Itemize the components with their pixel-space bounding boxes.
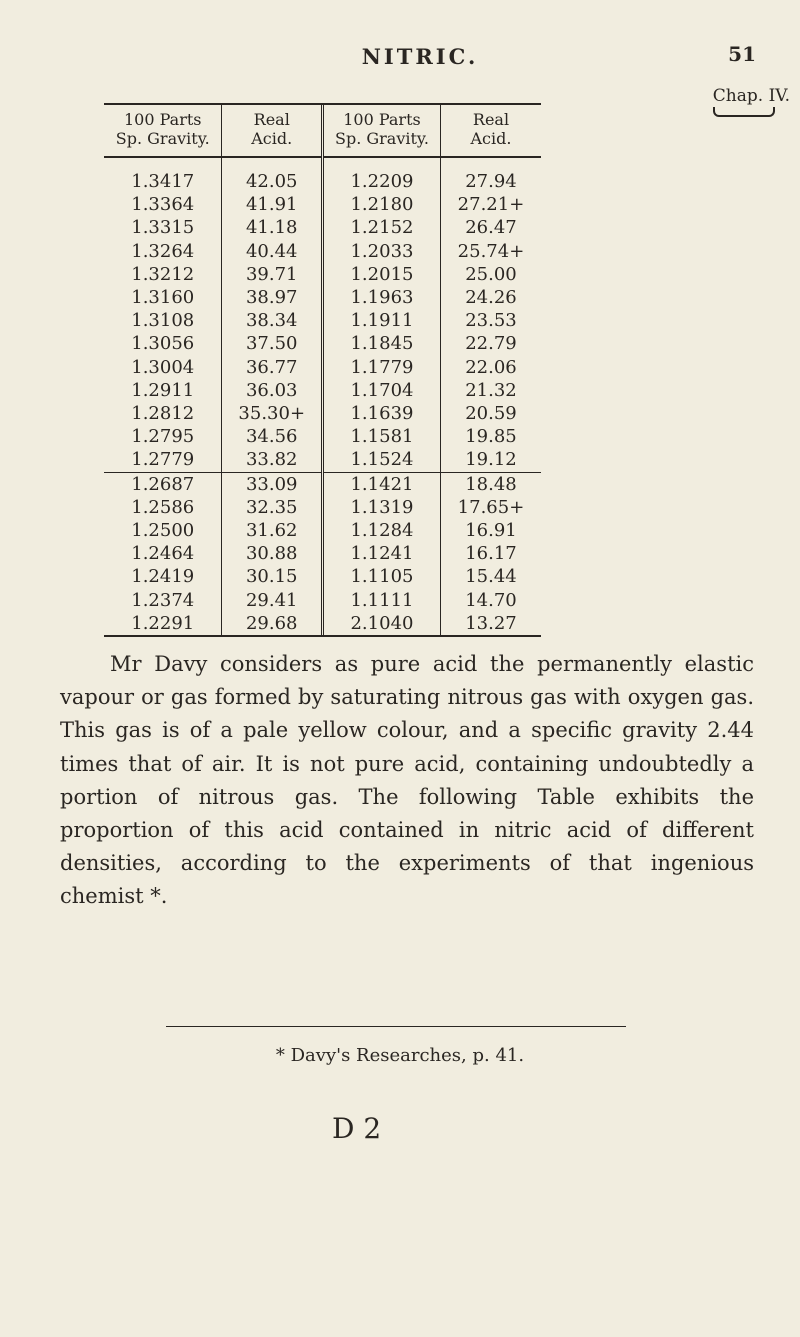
table-cell: 37.50 [222, 332, 323, 355]
table-cell: 36.77 [222, 356, 323, 379]
table-row [104, 356, 541, 379]
table-cell: 1.2152 [322, 216, 440, 239]
table-cell: 1.1963 [322, 286, 440, 309]
table-cell: 1.1421 [322, 472, 440, 496]
table-cell: 1.1639 [322, 402, 440, 425]
brace-icon [713, 107, 775, 117]
column-header: Real Acid. [440, 105, 541, 157]
table-cell: 1.3160 [131, 287, 195, 309]
table-cell: 1.2015 [322, 263, 440, 286]
table-cell: 1.3417 [131, 171, 195, 192]
table-cell: 33.09 [222, 472, 323, 496]
table-cell: 35.30+ [222, 402, 323, 425]
table-cell: 15.44 [440, 565, 541, 588]
table-cell: 18.48 [440, 472, 541, 496]
table-row [104, 425, 541, 448]
table-cell: 29.41 [222, 589, 323, 612]
footnote-rule [166, 1026, 626, 1027]
table-cell: 1.2033 [322, 240, 440, 263]
chapter-label: Chap. IV. [712, 86, 790, 106]
table-row [104, 309, 541, 332]
table-cell: 42.05 [222, 157, 323, 193]
table-cell: 1.3056 [131, 333, 195, 355]
table-cell: 41.91 [222, 193, 323, 216]
table-cell: 1.3212 [131, 263, 195, 285]
table-row [104, 472, 541, 496]
table-header-row [104, 105, 541, 157]
table-cell: 1.2779 [131, 449, 195, 471]
table-cell: 39.71 [222, 263, 323, 286]
table-cell: 19.12 [440, 448, 541, 472]
table-cell: 25.00 [440, 263, 541, 286]
running-head: NITRIC. [361, 44, 479, 69]
table-cell: 1.1105 [322, 565, 440, 588]
table-cell: 32.35 [222, 496, 323, 519]
table-cell: 1.2291 [131, 612, 195, 634]
table-row [104, 448, 541, 472]
table-cell: 1.1911 [322, 309, 440, 332]
table-cell: 1.1524 [322, 448, 440, 472]
table-cell: 1.2180 [322, 193, 440, 216]
table-cell: 1.1284 [322, 519, 440, 542]
table-cell: 2.1040 [322, 612, 440, 635]
table-cell: 25.74+ [440, 240, 541, 263]
table-cell: 1.1319 [322, 496, 440, 519]
table-row [104, 519, 541, 542]
table-row [104, 612, 541, 635]
table-cell: 1.3264 [131, 240, 195, 262]
table-cell: 27.94 [440, 157, 541, 193]
table-cell: 1.3364 [131, 194, 195, 216]
footnote: * Davy's Researches, p. 41. [275, 1045, 525, 1066]
table-cell: 27.21+ [440, 193, 541, 216]
table-cell: 1.2374 [131, 589, 195, 611]
table-row [104, 402, 541, 425]
table-row [104, 263, 541, 286]
table-cell: 29.68 [222, 612, 323, 635]
table-cell: 1.3108 [131, 310, 195, 332]
table-cell: 16.17 [440, 542, 541, 565]
table-row [104, 332, 541, 355]
table-row [104, 216, 541, 239]
table-cell: 16.91 [440, 519, 541, 542]
table-cell: 31.62 [222, 519, 323, 542]
table-cell: 1.1241 [322, 542, 440, 565]
column-header: 100 Parts Sp. Gravity. [322, 105, 440, 157]
body-paragraph: Mr Davy considers as pure acid the permanently elastic vapour or gas formed by saturating nitrous gas with oxygen gas. This gas is of a pale yellow colour, and a specific gravity 2.44 times that of air. It is not pure acid, containing undoubtedly a portion of nitrous gas. The following Table exhibits the proportion of this acid contained in nitric acid of different densities, according to the experiments of that ingenious chemist *. [60, 652, 754, 909]
table-cell: 30.15 [222, 565, 323, 588]
table-cell: 1.1779 [322, 356, 440, 379]
table-cell: 41.18 [222, 216, 323, 239]
table-cell: 34.56 [222, 425, 323, 448]
table-row [104, 496, 541, 519]
table-cell: 1.2911 [131, 379, 195, 401]
table-cell: 1.3004 [131, 356, 195, 378]
table-cell: 38.97 [222, 286, 323, 309]
table-cell: 1.1581 [322, 425, 440, 448]
table-row [104, 286, 541, 309]
table-row [104, 157, 541, 193]
table-cell: 20.59 [440, 402, 541, 425]
table-cell: 1.2586 [131, 496, 195, 518]
nitric-acid-table [104, 103, 541, 637]
table-cell: 1.1111 [322, 589, 440, 612]
table-cell: 1.2687 [104, 472, 222, 496]
table-cell: 22.79 [440, 332, 541, 355]
table-cell: 33.82 [222, 448, 323, 472]
column-header: 100 Parts Sp. Gravity. [104, 105, 222, 157]
table-cell: 22.06 [440, 356, 541, 379]
table-cell: 26.47 [440, 216, 541, 239]
table-row [104, 379, 541, 402]
table-row [104, 193, 541, 216]
table-cell: 38.34 [222, 309, 323, 332]
table-cell: 17.65+ [440, 496, 541, 519]
table-cell: 30.88 [222, 542, 323, 565]
table-cell: 14.70 [440, 589, 541, 612]
table-cell: 1.2419 [131, 566, 195, 588]
column-header: Real Acid. [222, 105, 323, 157]
table-row [104, 240, 541, 263]
table-cell: 1.2500 [131, 520, 195, 542]
table-cell: 13.27 [440, 612, 541, 635]
table-cell: 36.03 [222, 379, 323, 402]
table-row [104, 542, 541, 565]
table-cell: 1.1704 [322, 379, 440, 402]
table-cell: 1.2795 [131, 426, 195, 448]
table-cell: 1.2464 [131, 543, 195, 565]
table-cell: 40.44 [222, 240, 323, 263]
table-cell: 1.2812 [131, 403, 195, 425]
chapter-marker [713, 86, 790, 117]
table-cell: 19.85 [440, 425, 541, 448]
table-cell: 21.32 [440, 379, 541, 402]
table-cell: 24.26 [440, 286, 541, 309]
table-cell: 1.1845 [322, 332, 440, 355]
page-number: 51 [728, 42, 756, 66]
table-cell: 23.53 [440, 309, 541, 332]
table-cell: 1.3315 [131, 217, 195, 239]
table-row [104, 565, 541, 588]
table-row [104, 589, 541, 612]
signature-mark: D 2 [332, 1112, 382, 1145]
table-cell: 1.2209 [322, 157, 440, 193]
